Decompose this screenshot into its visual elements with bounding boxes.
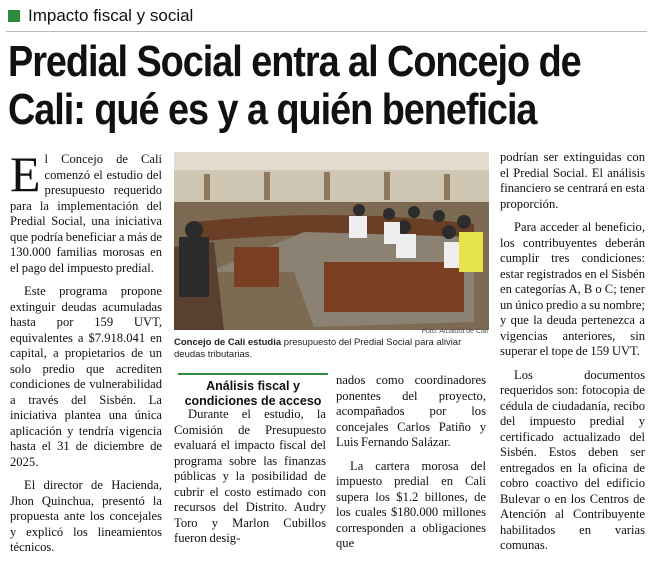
paragraph: nados como coordinadores ponentes del proyecto, acompañados por los concejales Carlos Patiño y Luis Fernando Salázar. bbox=[336, 373, 486, 449]
article-column-3 bbox=[336, 373, 486, 560]
header-divider bbox=[6, 31, 647, 32]
article-column-4 bbox=[500, 150, 645, 562]
photo-illustration bbox=[174, 152, 489, 330]
subheading: Análisis fiscal y condiciones de acceso bbox=[178, 373, 328, 409]
paragraph: El director de Hacienda, Jhon Quinchua, presentó la propuesta ante los concejales y explicó los lineamientos técnicos. bbox=[10, 478, 162, 554]
headline: Predial Social entra al Concejo de Cali: qué es y a quién beneficia bbox=[8, 37, 581, 134]
section-header bbox=[8, 4, 193, 28]
paragraph: Los documentos requeridos son: fotocopia de cédula de ciudadanía, recibo del impuesto predial y certificado actualizado del Sisbén. Estos deben ser entregados en la oficina de cobro coactivo del edificio Bulevar o en los Centros de Atención al Contribuyente habilitados en varias comunas. bbox=[500, 367, 645, 552]
council-session-photo bbox=[174, 152, 489, 330]
photo-caption bbox=[174, 337, 489, 361]
paragraph: Para acceder al beneficio, los contribuyentes deberán cumplir tres condiciones: estar registrados en el Sisbén en categorías A, B o C; tener un único predio a su nombre; y que la deuda pertenezca a vigencias anteriores, sin superar el tope de 159 UVT. bbox=[500, 220, 645, 358]
photo-credit: Foto: Alcaldía de Cali bbox=[421, 328, 488, 335]
paragraph: Durante el estudio, la Comisión de Presupuesto evaluará el impacto fiscal del programa sobre las finanzas públicas y la posibilidad de cubrir el costo estimado con recursos del Distrito. Audry Toro y Marlon Cubillos fueron desig- bbox=[174, 407, 326, 545]
drop-cap: E bbox=[10, 146, 41, 202]
paragraph: El Concejo de Cali comenzó el estudio del presupuesto requerido para la implementación del Predial Social, una iniciativa que podría beneficiar a más de 130.000 familias morosas en el pago del impuesto predial. bbox=[10, 146, 162, 275]
section-label: Impacto fiscal y social bbox=[28, 6, 194, 25]
section-square-icon bbox=[8, 10, 20, 22]
caption-text: presupuesto del Predial Social para aliviar deudas tributarias. bbox=[174, 337, 462, 360]
caption-bold: Concejo de Cali estudia bbox=[174, 337, 282, 348]
paragraph: Este programa propone extinguir deudas acumuladas hasta por 159 UVT, equivalentes a $7.918.041 en capital, a propietarios de un solo predio que acrediten condiciones de vulnerabilidad a través del Sisbén. La iniciativa plantea una única aplicación y tendría vigencia hasta el 31 de diciembre de 2025. bbox=[10, 284, 162, 469]
paragraph: La cartera morosa del impuesto predial en Cali supera los $1.2 billones, de los cuales $180.000 millones corresponden a obligaciones que bbox=[336, 458, 486, 550]
article-column-2 bbox=[174, 407, 326, 555]
article-column-1 bbox=[10, 146, 162, 564]
paragraph: podrían ser extinguidas con el Predial Social. El análisis financiero se centrará en esta proporción. bbox=[500, 150, 645, 211]
